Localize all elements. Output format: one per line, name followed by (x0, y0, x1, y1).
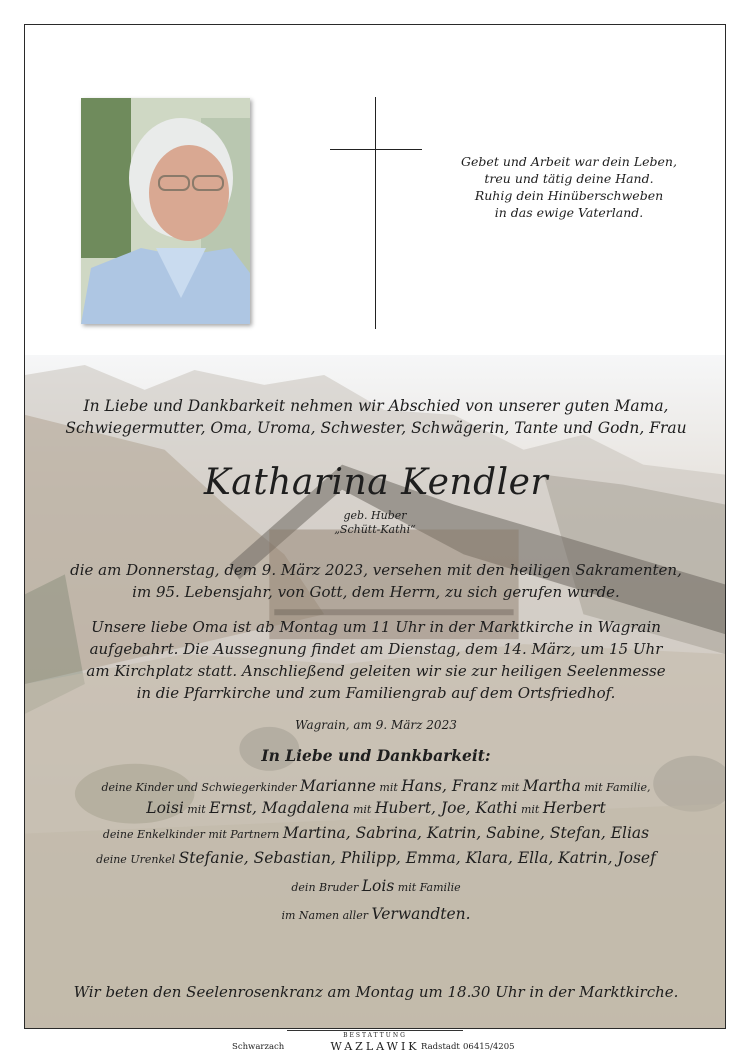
birth-name: geb. Huber (343, 509, 407, 522)
mourners-text: deine Kinder und Schwiegerkinder (101, 781, 301, 794)
deceased-name: Katharina Kendler (203, 462, 549, 503)
funeral-info-line: in die Pfarrkirche und zum Familiengrab auf dem Ortsfriedhof. (136, 684, 616, 702)
poem-line: Gebet und Arbeit war dein Leben, (461, 154, 677, 169)
mourners-row (25, 849, 726, 867)
mourners-text: mit (497, 781, 523, 794)
intro-line: In Liebe und Dankbarkeit nehmen wir Abschied von unserer guten Mama, (83, 397, 669, 415)
mourners-text: mit (517, 803, 543, 816)
death-notice-line: die am Donnerstag, dem 9. März 2023, versehen mit den heiligen Sakramenten, (70, 561, 682, 579)
death-notice-line: im 95. Lebensjahr, von Gott, dem Herrn, zu sich gerufen wurde. (132, 583, 620, 601)
mourners-names: Marianne (300, 777, 376, 795)
mourners-text: mit (375, 781, 402, 794)
mourners-text: mit Familie, (580, 781, 651, 794)
place-date: Wagrain, am 9. März 2023 (295, 718, 457, 732)
mourners-names: Lois (361, 877, 395, 895)
mourners-row (25, 877, 726, 895)
mourners-text: deine Enkelkinder mit Partnern (102, 828, 283, 841)
intro-line: Schwiegermutter, Oma, Uroma, Schwester, Schwägerin, Tante und Godn, Frau (65, 419, 687, 437)
funeral-info-line: am Kirchplatz statt. Anschließend geleiten wir sie zur heiligen Seelenmesse (86, 662, 666, 680)
footer-rule (287, 1030, 463, 1031)
poem (445, 153, 693, 221)
mourners-text: deine Urenkel (96, 853, 179, 866)
poem-line: Ruhig dein Hinüberschweben (474, 188, 664, 203)
poem-line: treu und tätig deine Hand. (484, 171, 654, 186)
footer (0, 1030, 750, 1060)
mourners-text: mit Familie (394, 881, 461, 894)
footer-phone: 06415/4205 (463, 1042, 515, 1052)
footer-brand-top: BESTATTUNG (343, 1032, 407, 1039)
mourners-text: dein Bruder (291, 881, 362, 894)
mourners-names: Herbert (542, 799, 606, 817)
cross-icon (375, 97, 376, 329)
cross-icon-bar (330, 149, 422, 150)
mourners-names: Martha (522, 777, 581, 795)
mourners-names: Loisi (146, 799, 184, 817)
nickname: „Schütt-Kathi“ (334, 523, 416, 536)
mourners-heading: In Liebe und Dankbarkeit: (261, 746, 491, 765)
mourners-names: Martina, Sabrina, Katrin, Sabine, Stefan, Elias (282, 824, 650, 842)
portrait-photo (81, 98, 250, 324)
mourners-names: Stefanie, Sebastian, Philipp, Emma, Klara, Ella, Katrin, Josef (178, 849, 656, 867)
funeral-info-line: aufgebahrt. Die Aussegnung findet am Dienstag, dem 14. März, um 15 Uhr (89, 640, 663, 658)
footer-brand: WAZLAWIK (330, 1040, 420, 1053)
funeral-info-line: Unsere liebe Oma ist ab Montag um 11 Uhr in der Marktkirche in Wagrain (91, 618, 661, 636)
mourners-row (25, 777, 726, 795)
footer-left: Schwarzach (232, 1042, 285, 1052)
mourners-text: im Namen aller (281, 909, 372, 922)
mourners-row (25, 799, 726, 817)
mourners-names: Ernst, Magdalena (209, 799, 350, 817)
mourners-text: mit (183, 803, 210, 816)
mourners-row (25, 905, 726, 923)
footer-right: Radstadt (421, 1042, 460, 1052)
rosary-notice: Wir beten den Seelenrosenkranz am Montag um 18.30 Uhr in der Marktkirche. (73, 983, 679, 1001)
mourners-names: Hans, Franz (401, 777, 498, 795)
mourners-row (25, 824, 726, 842)
mourners-names: Hubert, Joe, Kathi (374, 799, 518, 817)
obituary-frame (24, 24, 726, 1029)
mourners-text: mit (349, 803, 375, 816)
poem-line: in das ewige Vaterland. (494, 205, 644, 220)
mourners-names: Verwandten. (371, 905, 471, 923)
